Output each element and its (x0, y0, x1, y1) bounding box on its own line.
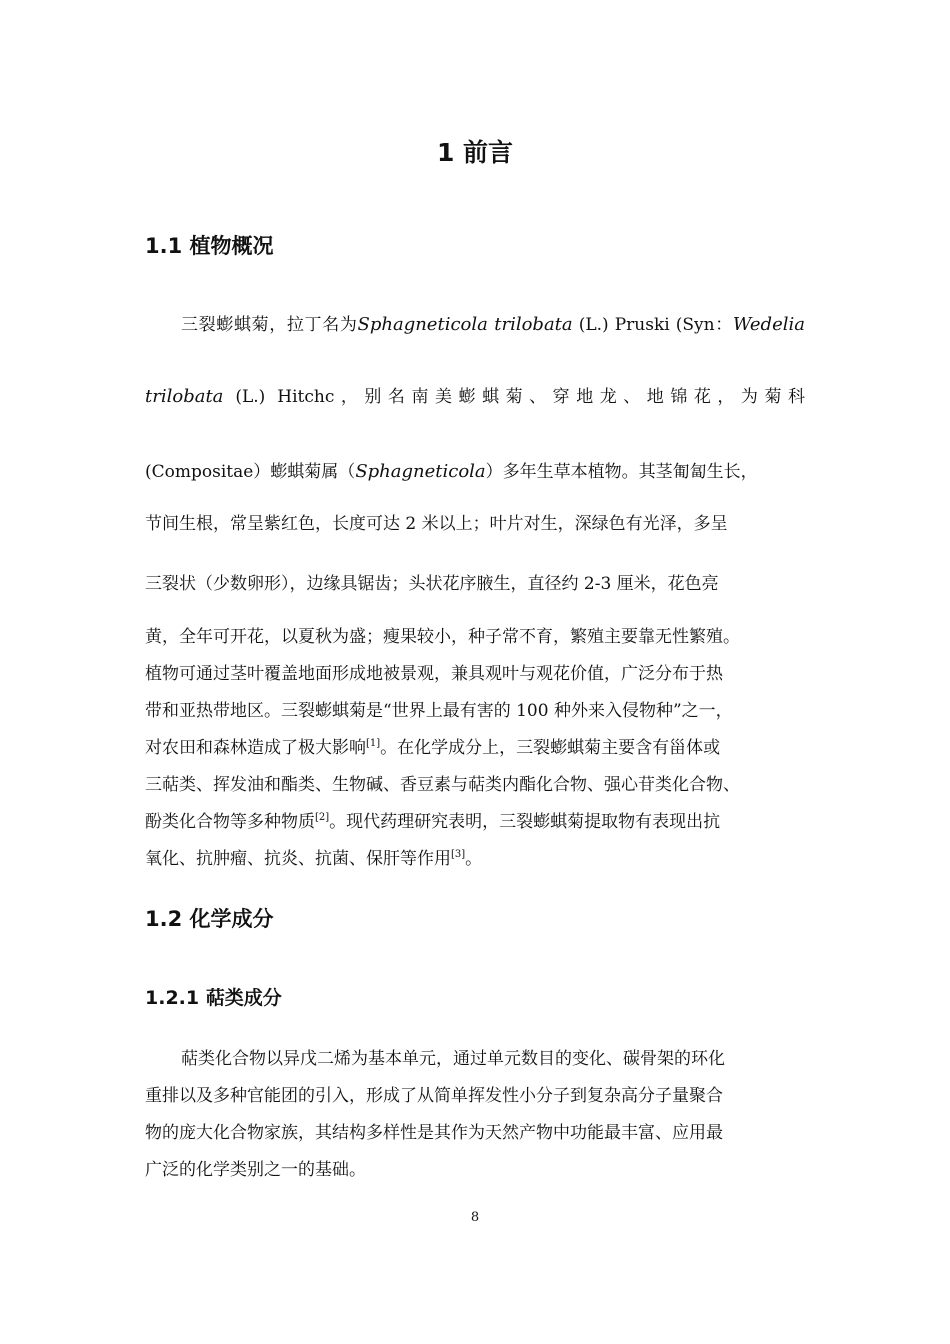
chapter-title: 1 前言 (436, 138, 514, 167)
citation-ref-2: [2] (315, 812, 330, 823)
synonym-epithet: trilobata (145, 386, 224, 407)
text-line: 带和亚热带地区。三裂蟛蜞菊是“世界上最有害的 100 种外来入侵物种”之一， (145, 701, 733, 721)
citation-ref-3: [3] (451, 849, 466, 860)
text-line: 三裂状（少数卵形），边缘具锯齿；头状花序腋生，直径约 2-3 厘米，花色亮 (145, 574, 719, 594)
text-line: (Compositae）蟛蜞菊属（Sphagneticola）多年生草本植物。其茎匍匐生长， (145, 461, 758, 482)
citation-ref-1: [1] (366, 738, 381, 749)
text-line: 酚类化合物等多种物质[2]。现代药理研究表明，三裂蟛蜞菊提取物有表现出抗 (145, 812, 721, 832)
genus-name: Sphagneticola (355, 461, 486, 482)
text-line: 三裂蟛蜞菊，拉丁名为Sphagneticola trilobata (L.) Pruski (Syn：Wedelia (181, 314, 805, 335)
page-number: 8 (470, 1210, 480, 1225)
section-heading-1-1: 1.1 植物概况 (145, 234, 274, 258)
text-line: 萜类化合物以异戊二烯为基本单元，通过单元数目的变化、碳骨架的环化 (181, 1049, 725, 1069)
section-heading-1-2: 1.2 化学成分 (145, 907, 274, 931)
species-name: Sphagneticola trilobata (357, 314, 573, 335)
text-line: trilobata (L.) Hitchc，别名南美蟛蜞菊、穿地龙、地锦花，为菊科 (145, 386, 805, 407)
text-line: 氧化、抗肿瘤、抗炎、抗菌、保肝等作用[3]。 (145, 849, 483, 869)
text-line: 重排以及多种官能团的引入，形成了从简单挥发性小分子到复杂高分子量聚合 (145, 1086, 723, 1106)
text-line: 对农田和森林造成了极大影响[1]。在化学成分上，三裂蟛蜞菊主要含有甾体或 (145, 738, 721, 758)
text-line: 植物可通过茎叶覆盖地面形成地被景观，兼具观叶与观花价值，广泛分布于热 (145, 664, 723, 684)
text-line: 三萜类、挥发油和酯类、生物碱、香豆素与萜类内酯化合物、强心苷类化合物、 (145, 775, 740, 795)
text-line: 物的庞大化合物家族，其结构多样性是其作为天然产物中功能最丰富、应用最 (145, 1123, 723, 1143)
text-line: 广泛的化学类别之一的基础。 (145, 1160, 366, 1180)
text-line: 黄，全年可开花，以夏秋为盛；瘦果较小，种子常不育，繁殖主要靠无性繁殖。 (145, 627, 740, 647)
text-line: 节间生根，常呈紫红色，长度可达 2 米以上；叶片对生，深绿色有光泽，多呈 (145, 514, 728, 534)
synonym-genus: Wedelia (732, 314, 805, 335)
section-heading-1-2-1: 1.2.1 萜类成分 (145, 987, 282, 1009)
